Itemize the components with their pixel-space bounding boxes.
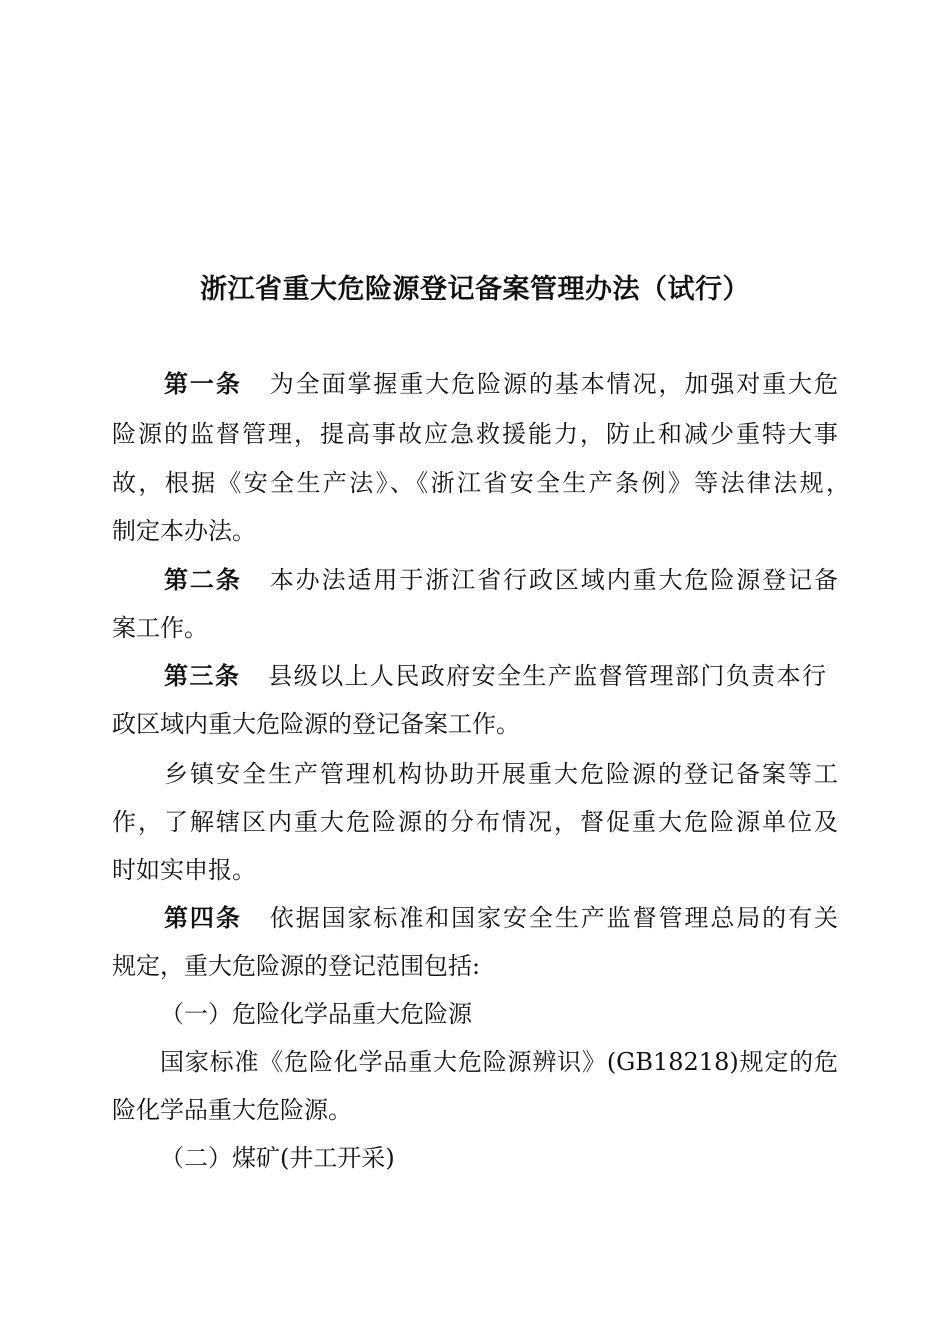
- paragraph-line: 规定，重大危险源的登记范围包括:: [112, 952, 481, 980]
- paragraph-line: 时如实申报。: [112, 856, 256, 884]
- paragraph-line: [164, 562, 838, 598]
- paragraph-line: 作，了解辖区内重大危险源的分布情况，督促重大危险源单位及: [112, 808, 838, 836]
- article-heading: 第四条: [164, 904, 242, 932]
- line-text: 依据国家标准和国家安全生产监督管理总局的有关: [269, 904, 838, 932]
- line-text: 县级以上人民政府安全生产监督管理部门负责本行: [268, 662, 826, 690]
- paragraph-line: [164, 366, 838, 402]
- paragraph-line: 案工作。: [112, 614, 208, 642]
- paragraph-line: 制定本办法。: [112, 517, 256, 545]
- paragraph-line: [164, 900, 838, 936]
- document-title: 浙江省重大危险源登记备案管理办法（试行）: [200, 274, 750, 305]
- paragraph-line: 险化学品重大危险源。: [112, 1096, 352, 1124]
- list-heading: （一）危险化学品重大危险源: [160, 1000, 472, 1028]
- paragraph-line: 国家标准《危险化学品重大危险源辨识》(GB18218)规定的危: [160, 1048, 838, 1076]
- line-text: 为全面掌握重大危险源的基本情况，加强对重大危: [269, 370, 838, 398]
- article-heading: 第三条: [164, 662, 241, 690]
- paragraph-line: 险源的监督管理，提高事故应急救援能力，防止和减少重特大事: [112, 420, 838, 448]
- article-heading: 第一条: [164, 370, 242, 398]
- article-heading: 第二条: [164, 566, 242, 594]
- list-heading: （二）煤矿(井工开采): [160, 1144, 395, 1172]
- line-text: 本办法适用于浙江省行政区域内重大危险源登记备: [269, 566, 838, 594]
- paragraph-line: 政区域内重大危险源的登记备案工作。: [112, 710, 520, 738]
- paragraph-line: 乡镇安全生产管理机构协助开展重大危险源的登记备案等工: [164, 760, 838, 788]
- paragraph-line: [164, 658, 826, 694]
- paragraph-line: 故，根据《安全生产法》、《浙江省安全生产条例》等法律法规，: [112, 469, 850, 497]
